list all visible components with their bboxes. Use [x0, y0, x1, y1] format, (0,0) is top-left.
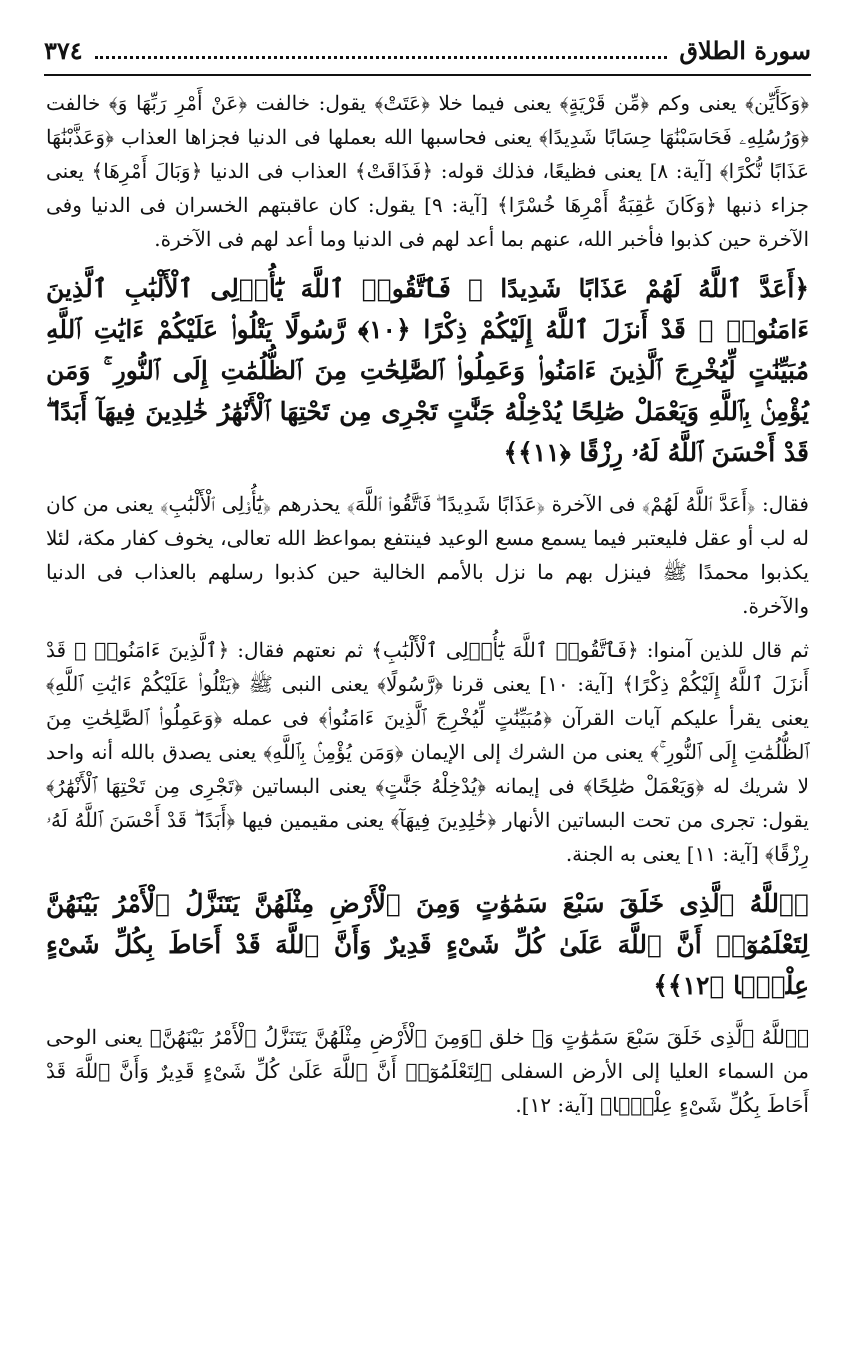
commentary-paragraph: ثم قال للذين آمنوا: ﴿فَٱتَّقُوا۟ ٱللَّهَ يَٰٓأُو۟لِى ٱلْأَلْبَٰبِ﴾ ثم نعتهم فقال: ﴿ٱلَّذِينَ ءَامَنُوا۟ ۚ قَدْ أَنزَلَ ٱللَّهُ إِلَيْكُمْ ذِكْرًا﴾ [آية: ١٠] يعنى قرنا ﴿رَّسُولًا﴾ يعنى النبى ﷺ ﴿يَتْلُوا۟ عَلَيْكُمْ ءَايَٰتِ ٱللَّهِ﴾ يعنى يقرأ عليكم آيات القرآن ﴿مُبَيِّنَٰتٍ لِّيُخْرِجَ ٱلَّذِينَ ءَامَنُوا۟﴾ فى عمله ﴿وَعَمِلُوا۟ ٱلصَّٰلِحَٰتِ مِنَ ٱلظُّلُمَٰتِ إِلَى ٱلنُّورِ ۚ﴾ يعنى من الشرك إلى الإيمان ﴿وَمَن يُؤْمِنۢ بِٱللَّهِ﴾ يعنى يصدق بالله أنه واحد لا شريك له ﴿وَيَعْمَلْ صَٰلِحًا﴾ فى إيمانه ﴿يُدْخِلْهُ جَنَّٰتٍ﴾ يعنى البساتين ﴿تَجْرِى مِن تَحْتِهَا ٱلْأَنْهَٰرُ﴾ يقول: تجرى من تحت البساتين الأنهار ﴿خَٰلِدِينَ فِيهَآ﴾ يعنى مقيمين فيها ﴿أَبَدًا ۖ قَدْ أَحْسَنَ ٱللَّهُ لَهُۥ رِزْقًا﴾ [آية: ١١] يعنى به الجنة.: [46, 638, 809, 866]
quran-verse-block: ﴿أَعَدَّ ٱللَّهُ لَهُمْ عَذَابًا شَدِيدًا ۖ فَٱتَّقُوا۟ ٱللَّهَ يَٰٓأُو۟لِى ٱلْأَلْبَٰبِ ٱلَّذِينَ ءَامَنُوا۟ ۚ قَدْ أَنزَلَ ٱللَّهُ إِلَيْكُمْ ذِكْرًا ﴿١٠﴾ رَّسُولًا يَتْلُوا۟ عَلَيْكُمْ ءَايَٰتِ ٱللَّهِ مُبَيِّنَٰتٍ لِّيُخْرِجَ ٱلَّذِينَ ءَامَنُوا۟ وَعَمِلُوا۟ ٱلصَّٰلِحَٰتِ مِنَ ٱلظُّلُمَٰتِ إِلَى ٱلنُّورِ ۚ وَمَن يُؤْمِنۢ بِٱللَّهِ وَيَعْمَلْ صَٰلِحًا يُدْخِلْهُ جَنَّٰتٍ تَجْرِى مِن تَحْتِهَا ٱلْأَنْهَٰرُ خَٰلِدِينَ فِيهَآ أَبَدًا ۖ قَدْ أَحْسَنَ ٱللَّهُ لَهُۥ رِزْقًا ﴿١١﴾﴾: [46, 274, 809, 467]
header-dotted-leader: [95, 56, 668, 59]
commentary-paragraph: ﴿وَكَأَيِّن﴾ يعنى وكم ﴿مِّن قَرْيَةٍ﴾ يعنى فيما خلا ﴿عَتَتْ﴾ يقول: خالفت ﴿عَنْ أَمْرِ رَبِّهَا وَ﴾ خالفت ﴿وَرُسُلِهِۦ فَحَاسَبْنَٰهَا حِسَابًا شَدِيدًا﴾ يعنى فحاسبها الله بعملها فى الدنيا فجزاها العذاب ﴿وَعَذَّبْنَٰهَا عَذَابًا نُّكْرًا﴾ [آية: ٨] يعنى فظيعًا، فذلك قوله: ﴿فَذَاقَتْ﴾ العذاب فى الدنيا ﴿وَبَالَ أَمْرِهَا﴾ يعنى جزاء ذنبها ﴿وَكَانَ عَٰقِبَةُ أَمْرِهَا خُسْرًا﴾ [آية: ٩] يقول: كان عاقبتهم الخسران فى الدنيا وفى الآخرة حين كذبوا فأخبر الله، عنهم بما أعد لهم فى الدنيا وما أعد لهم فى الآخرة.: [46, 91, 810, 251]
page-number: ٣٧٤: [44, 36, 83, 65]
page-header: [44, 32, 811, 74]
commentary-paragraph: فقال: ﴿أَعَدَّ ٱللَّهُ لَهُمْ﴾ فى الآخرة ﴿عَذَابًا شَدِيدًا ۖ فَٱتَّقُوا۟ ٱللَّهَ﴾ يحذرهم ﴿يَٰٓأُو۟لِى ٱلْأَلْبَٰبِ﴾ يعنى من كان له لب أو عقل فليعتبر فيما يسمع مسع الوعيد فينتفع بمواعظ الله تعالى، يخوف كفار مكة، لئلا يكذبوا محمدًا ﷺ فينزل بهم ما نزل بالأمم الخالية حين كذبوا رسلهم بالعذاب فى الدنيا والآخرة.: [46, 492, 809, 618]
header-rule: [44, 74, 811, 76]
quran-verse-block: ﴿ٱللَّهُ ٱلَّذِى خَلَقَ سَبْعَ سَمَٰوَٰتٍ وَمِنَ ٱلْأَرْضِ مِثْلَهُنَّ يَتَنَزَّلُ ٱلْأَمْرُ بَيْنَهُنَّ لِتَعْلَمُوٓا۟ أَنَّ ٱللَّهَ عَلَىٰ كُلِّ شَىْءٍ قَدِيرٌ وَأَنَّ ٱللَّهَ قَدْ أَحَاطَ بِكُلِّ شَىْءٍ عِلْمًۢا ﴿١٢﴾﴾: [46, 889, 809, 1000]
surah-title: سورة الطلاق: [679, 36, 811, 65]
commentary-paragraph: ﴿ٱللَّهُ ٱلَّذِى خَلَقَ سَبْعَ سَمَٰوَٰتٍ وَ﴾ خلق ﴿وَمِنَ ٱلْأَرْضِ مِثْلَهُنَّ يَتَنَزَّلُ ٱلْأَمْرُ بَيْنَهُنَّ﴾ يعنى الوحى من السماء العليا إلى الأرض السفلى ﴿لِتَعْلَمُوٓا۟ أَنَّ ٱللَّهَ عَلَىٰ كُلِّ شَىْءٍ قَدِيرٌ وَأَنَّ ٱللَّهَ قَدْ أَحَاطَ بِكُلِّ شَىْءٍ عِلْمًۢا﴾ [آية: ١٢].: [46, 1025, 809, 1117]
